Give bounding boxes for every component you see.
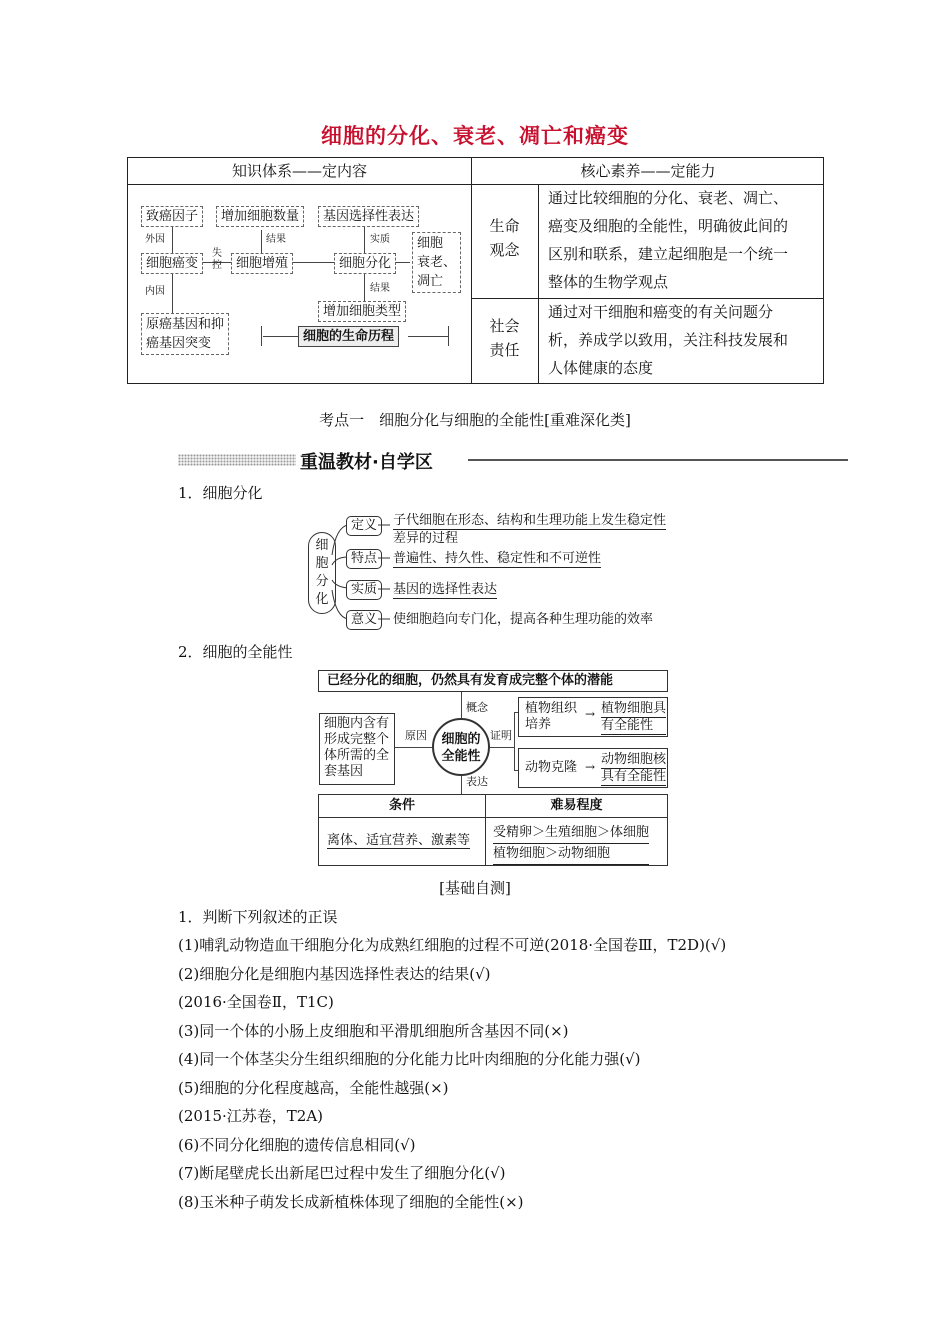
page-title: 细胞的分化、衰老、凋亡和癌变 xyxy=(321,124,629,148)
exam-point-title: 考点一 细胞分化与细胞的全能性[重难深化类] xyxy=(319,411,631,429)
tag-significance: 意义 xyxy=(346,610,382,630)
row-text-society: 通过对干细胞和癌变的有关问题分 析，养成学以致用，关注科技发展和 人体健康的态度 xyxy=(548,303,789,377)
carcinogen-box: 致癌因子 xyxy=(141,206,203,227)
overview-table xyxy=(127,157,824,384)
self-test-title: [基础自测] xyxy=(439,879,511,897)
increase-types-box: 增加细胞类型 xyxy=(318,301,406,322)
selective-expression-box: 基因选择性表达 xyxy=(318,206,419,227)
totipotency-circle: 细胞的 全能性 xyxy=(432,718,490,776)
list-item: (1)哺乳动物造血干细胞分化为成熟红细胞的过程不可逆(2018·全国卷Ⅲ，T2D)(√) xyxy=(178,936,727,954)
tag-essence: 实质 xyxy=(346,580,382,600)
conditions-value: 离体、适宜营养、激素等 xyxy=(327,833,471,848)
row-label-society: 社会 责任 xyxy=(489,317,520,359)
list-item: (3)同一个体的小肠上皮细胞和平滑肌细胞所含基因不同(×) xyxy=(178,1021,569,1040)
center-oval: 细 胞 分 化 xyxy=(308,532,336,614)
list-item: (2)细胞分化是细胞内基因选择性表达的结果(√) xyxy=(178,964,491,983)
concept-box: 已经分化的细胞，仍然具有发育成完整个体的潜能 xyxy=(318,670,668,692)
animal-proof-box: 动物克隆 → 动物细胞核 具有全能性 xyxy=(518,748,668,788)
essence-text: 基因的选择性表达 xyxy=(393,582,498,597)
concept-label: 概念 xyxy=(466,701,488,714)
difficulty-value: 受精卵＞生殖细胞＞体细胞 植物细胞＞动物细胞 xyxy=(493,823,649,865)
internal-label: 内因 xyxy=(145,286,165,297)
proof-label: 证明 xyxy=(490,729,512,742)
features-text: 普遍性、持久性、稳定性和不可逆性 xyxy=(393,551,602,566)
life-history-box: 细胞的生命历程 xyxy=(298,326,399,347)
row-text-life: 通过比较细胞的分化、衰老、凋亡、 癌变及细胞的全能性，明确彼此间的 区别和联系，建立起细胞是一个统一 整体的生物学观点 xyxy=(548,189,789,291)
section-label: 重温教材·自学区 xyxy=(300,452,433,473)
list-item: (4)同一个体茎尖分生组织细胞的分化能力比叶肉细胞的分化能力强(√) xyxy=(178,1050,641,1068)
literacy-header: 核心素养——定能力 xyxy=(580,162,716,180)
question-list xyxy=(178,931,726,1216)
result-label-1: 结果 xyxy=(266,234,286,245)
reason-box: 细胞内含有 形成完整个 体所需的全 套基因 xyxy=(319,713,395,785)
section-header xyxy=(178,449,848,471)
aging-box: 细胞 衰老、 凋亡 xyxy=(412,232,461,293)
list-item: (6)不同分化细胞的遗传信息相同(√) xyxy=(178,1135,416,1154)
expression-label: 表达 xyxy=(466,775,488,788)
difficulty-header: 难易程度 xyxy=(550,798,603,813)
list-item: (8)玉米种子萌发长成新植株体现了细胞的全能性(×) xyxy=(178,1192,524,1211)
list-item: (2015·江苏卷，T2A) xyxy=(178,1107,324,1125)
cell-cancer-box: 细胞癌变 xyxy=(141,253,203,274)
definition-text: 子代细胞在形态、结构和生理功能上发生稳定性 差异的过程 xyxy=(393,513,667,546)
reason-label: 原因 xyxy=(405,729,427,742)
knowledge-header: 知识体系——定内容 xyxy=(231,162,367,180)
tag-definition: 定义 xyxy=(346,516,382,536)
plant-proof-box: 植物组织 培养 → 植物细胞具 有全能性 xyxy=(518,697,668,737)
differentiation-box: 细胞分化 xyxy=(334,253,396,274)
essence-label: 实质 xyxy=(370,234,390,245)
genes-box: 原癌基因和抑 癌基因突变 xyxy=(141,313,229,355)
item1-title: 1．细胞分化 xyxy=(178,484,263,502)
conditions-table xyxy=(318,794,668,866)
proliferation-box: 细胞增殖 xyxy=(231,253,293,274)
question-title: 1．判断下列叙述的正误 xyxy=(178,908,338,926)
conditions-header: 条件 xyxy=(388,798,415,813)
result-label-2: 结果 xyxy=(370,283,390,294)
out-of-control-label: 失 控 xyxy=(212,248,222,271)
list-item: (5)细胞的分化程度越高，全能性越强(×) xyxy=(178,1078,449,1097)
tag-features: 特点 xyxy=(346,549,382,569)
external-label: 外因 xyxy=(145,234,165,245)
significance-text: 使细胞趋向专门化，提高各种生理功能的效率 xyxy=(393,612,654,627)
list-item: (2016·全国卷Ⅱ，T1C) xyxy=(178,993,334,1011)
increase-number-box: 增加细胞数量 xyxy=(216,206,304,227)
list-item: (7)断尾壁虎长出新尾巴过程中发生了细胞分化(√) xyxy=(178,1164,506,1182)
row-label-life: 生命 观念 xyxy=(489,217,520,259)
item2-title: 2．细胞的全能性 xyxy=(178,643,293,661)
